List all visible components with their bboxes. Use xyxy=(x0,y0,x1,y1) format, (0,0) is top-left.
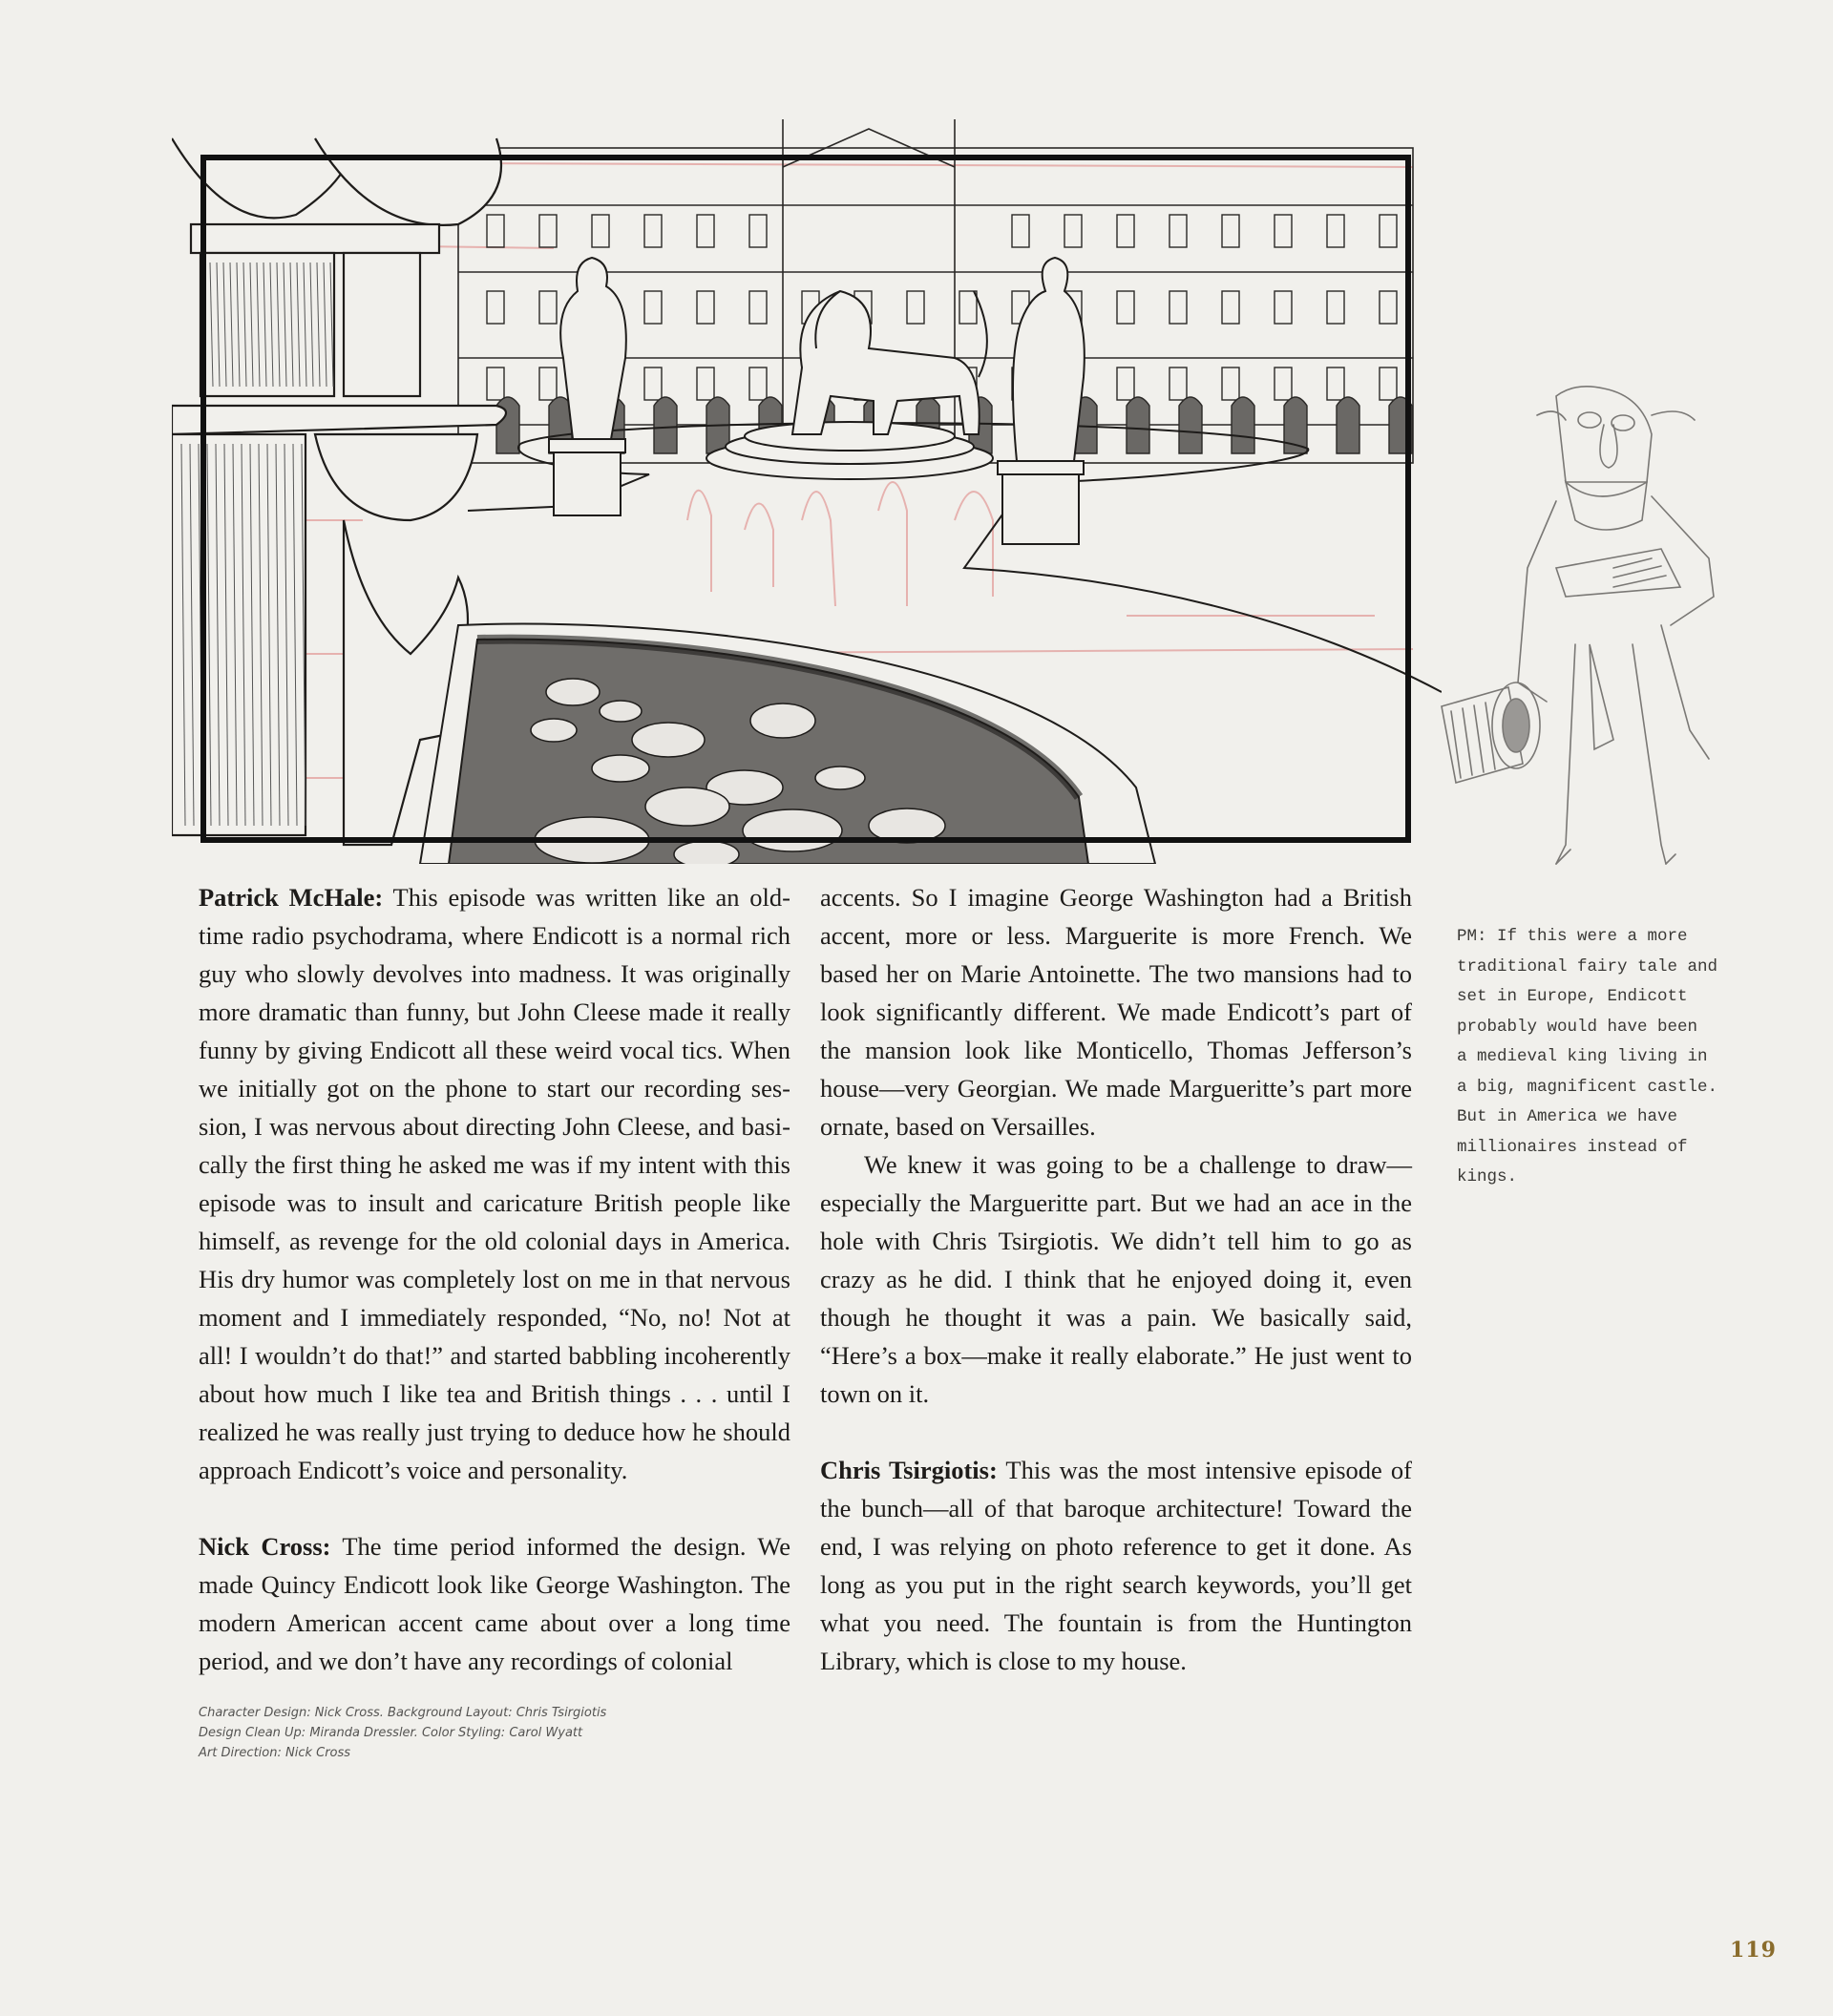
speaker-name: Patrick McHale: xyxy=(199,883,384,912)
left-statue xyxy=(549,258,626,515)
palace-window xyxy=(644,368,662,400)
paragraph-chris-tsirgiotis xyxy=(820,1451,1412,1680)
palace-window xyxy=(1222,291,1239,324)
palace-window xyxy=(749,291,767,324)
palace-window xyxy=(487,291,504,324)
palace-window xyxy=(697,291,714,324)
background-layout-illustration xyxy=(172,119,1442,864)
palace-window xyxy=(1064,215,1082,247)
speaker-name: Nick Cross: xyxy=(199,1532,331,1561)
palace-window xyxy=(1327,215,1344,247)
speaker-name: Chris Tsirgiotis: xyxy=(820,1456,998,1484)
palace-window xyxy=(697,215,714,247)
palace-window xyxy=(1012,215,1029,247)
lily-pad xyxy=(750,704,815,738)
palace-window xyxy=(1117,368,1134,400)
lily-pad xyxy=(815,766,865,789)
palace-window xyxy=(1169,215,1187,247)
paragraph-patrick-mchale xyxy=(199,878,790,1489)
character-sketch-endicott xyxy=(1422,377,1738,897)
paragraph-text: We knew it was going to be a challenge to draw—especially the Margueritte part. But we had an ace in the hole with Chris Tsirgiotis. We didn’t tell him to go as crazy as he did. I think that he enjoyed doing it, even though he thought it was a pain. We basically said, “Here’s a box—make it really elaborate.” He just went to town on it. xyxy=(820,1150,1412,1408)
lily-pad xyxy=(674,841,739,864)
text-column-right xyxy=(820,878,1412,1680)
palace-window xyxy=(749,368,767,400)
palace-arch xyxy=(1127,397,1149,453)
palace-arch xyxy=(654,397,677,453)
paragraph-nick-cross xyxy=(199,1527,790,1680)
palace-arch xyxy=(1179,397,1202,453)
paragraph-text: This was the most intensive episode of the bunch—all of that baroque architecture! Toward the end, I was relying on photo reference to get it done. As long as you put in the right search keywords, you’ll get what you need. The fountain is from the Huntington Library, which is close to my house. xyxy=(820,1456,1412,1675)
palace-window xyxy=(749,215,767,247)
palace-arch xyxy=(496,397,519,453)
palace-window xyxy=(644,291,662,324)
credit-line: Art Direction: Nick Cross xyxy=(199,1746,351,1760)
palace-window xyxy=(1222,215,1239,247)
lily-pad xyxy=(546,679,600,705)
paragraph-text: The time period informed the design. We made Quincy Endicott look like George Washington. The modern American accent came about over a long time period, and we don’t have any recordings of colonial xyxy=(199,1532,791,1675)
credit-line: Design Clean Up: Miranda Dressler. Color Styling: Carol Wyatt xyxy=(199,1726,583,1740)
lily-pad xyxy=(645,788,729,826)
right-statue xyxy=(998,258,1085,544)
text-column-left xyxy=(199,878,790,1680)
paragraph-text: accents. So I imagine George Washington had a British accent, more or less. Marguerite is more French. We based her on Marie Antoinette. The two mansions had to look significantly different. We made Endicott’s part of the mansion look like Monticello, Thomas Jefferson’s house—very Georgian. We made Margueritte’s part more ornate, based on Versailles. xyxy=(820,883,1412,1141)
palace-window xyxy=(1169,291,1187,324)
paragraph-continuation xyxy=(820,878,1412,1145)
page-number: 119 xyxy=(1730,1938,1777,1963)
palace-window xyxy=(592,215,609,247)
fountain-courtyard-drawing xyxy=(172,119,1442,864)
credit-line: Character Design: Nick Cross. Background Layout: Chris Tsirgiotis xyxy=(199,1706,607,1720)
palace-window xyxy=(1117,215,1134,247)
palace-window xyxy=(539,368,557,400)
palace-window xyxy=(539,215,557,247)
palace-window xyxy=(1380,368,1397,400)
palace-window xyxy=(1275,291,1292,324)
side-note-typewriter: PM: If this were a more traditional fairy tale and set in Europe, Endicott probably would have been a medieval king living in a big, magnificent castle. But in America we have millionaires instead of kings. xyxy=(1457,927,1718,1186)
palace-window xyxy=(1275,215,1292,247)
palace-window xyxy=(959,291,977,324)
art-credits xyxy=(199,1703,790,1763)
paragraph-challenge xyxy=(820,1145,1412,1413)
palace-window xyxy=(487,215,504,247)
lily-pad xyxy=(600,701,642,722)
palace-window xyxy=(1380,291,1397,324)
lily-pad xyxy=(632,723,705,757)
palace-window xyxy=(539,291,557,324)
palace-window xyxy=(1169,368,1187,400)
paragraph-text: This episode was written like an old-time radio psychodrama, where Endicott is a normal rich guy who slowly devolves into madness. It was originally more dramatic than funny, but John Cleese made it really funny by giving Endicott all these weird vocal tics. When we initially got on the phone to start our recording session, I was nervous about directing John Cleese, and basically the first thing he asked me was if my intent with this episode was to insult and caricature British people like himself, as revenge for the old colonial days in America. His dry humor was completely lost on me in that nervous moment and I immediately responded, “No, no! Not at all! I wouldn’t do that!” and started babbling incoherently about how much I like tea and British things . . . until I realized he was really just trying to deduce how he should approach Endicott’s voice and personality. xyxy=(199,883,790,1484)
palace-window xyxy=(644,215,662,247)
palace-window xyxy=(1380,215,1397,247)
lily-pad xyxy=(531,719,577,742)
endicott-pencil-drawing xyxy=(1422,377,1738,897)
palace-window xyxy=(1327,291,1344,324)
palace-window xyxy=(907,291,924,324)
lily-pad xyxy=(592,755,649,782)
palace-window xyxy=(1222,368,1239,400)
palace-window xyxy=(1275,368,1292,400)
palace-arch xyxy=(1232,397,1254,453)
lily-pad xyxy=(743,809,842,851)
palace-arch xyxy=(1337,397,1359,453)
palace-window xyxy=(1327,368,1344,400)
palace-window xyxy=(697,368,714,400)
palace-window xyxy=(487,368,504,400)
palace-window xyxy=(1117,291,1134,324)
